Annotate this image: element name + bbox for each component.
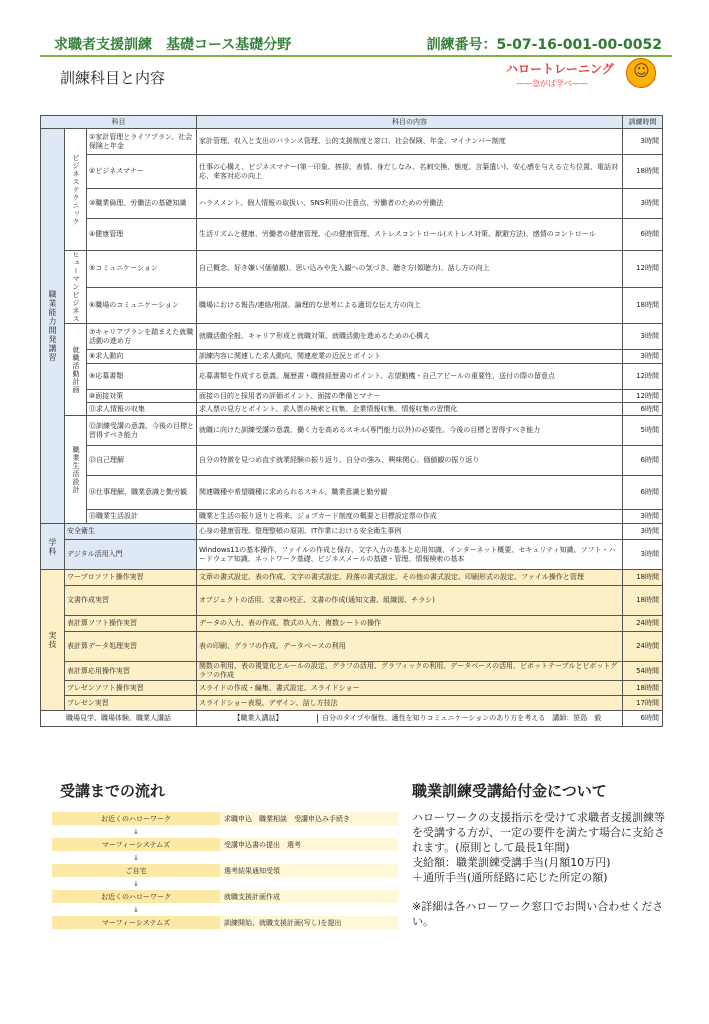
- subject-content: 家計管理、収入と支出のバランス管理、公的支援制度と窓口、社会保険、年金、マイナンバー制度: [197, 129, 623, 155]
- subject-hours: 5時間: [623, 416, 663, 446]
- subject-content: 就職活動全般、キャリア形成と就職対策、就職活動を進めるための心構え: [197, 324, 623, 350]
- table-row: [41, 632, 663, 662]
- subject-content: オブジェクトの活用、文書の校正、文書の作成(通知文書、組織図、チラシ): [197, 586, 623, 616]
- subject-name: ワープロソフト操作実習: [65, 570, 197, 586]
- subject-name: ④健康管理: [87, 219, 197, 251]
- table-row: [41, 616, 663, 632]
- subject-name: プレゼンソフト操作実習: [65, 681, 197, 696]
- subgroup-label: 就職活動計画: [65, 324, 87, 416]
- subject-hours: 18時間: [623, 287, 663, 324]
- table-row: [41, 570, 663, 586]
- curriculum-table: [40, 115, 663, 727]
- table-row: [41, 662, 663, 681]
- subject-content: ハラスメント、個人情報の取扱い、SNS利用の注意点、労働者のための労働法: [197, 189, 623, 219]
- table-row: [41, 711, 663, 727]
- subject-content: 関連職種や希望職種に求められるスキル、職業意識と勤労観: [197, 476, 623, 510]
- table-row: [41, 540, 663, 570]
- down-arrow-icon: ↓: [52, 903, 220, 916]
- subject-hours: 12時間: [623, 251, 663, 288]
- table-row: [41, 155, 663, 189]
- subject-content: データの入力、表の作成、数式の入力、複数シートの操作: [197, 616, 623, 632]
- subject-name: ⑨応募書類: [87, 364, 197, 390]
- subject-content: スライドの作成・編集、書式設定、スライドショー: [197, 681, 623, 696]
- subject-hours: 24時間: [623, 632, 663, 662]
- subject-name: ⑥職場のコミュニケーション: [87, 287, 197, 324]
- header-subject: 科目: [41, 116, 197, 129]
- flow-place: お近くのハローワーク: [52, 890, 220, 903]
- lecture-label: 【職業人講話】: [199, 714, 318, 723]
- subject-hours: 6時間: [623, 219, 663, 251]
- lecture-detail: 自分のタイプや個性、適性を知りコミュニケーションのあり方を考える 講師：笹島 毅: [322, 714, 602, 722]
- subject-hours: 3時間: [623, 350, 663, 364]
- subject-content: 心身の健康管理、整理整頓の原則、IT作業における安全衛生事例: [197, 524, 623, 540]
- benefit-text: [412, 810, 667, 929]
- subject-name: 表計算データ処理実習: [65, 632, 197, 662]
- subject-hours: 17時間: [623, 696, 663, 711]
- flow-action: 求職申込 職業相談 受講申込み手続き: [220, 812, 398, 825]
- subject-content: 文章の書式設定、表の作成、文字の書式設定、段落の書式設定、その他の書式設定、印刷形式の設定、ファイル操作と管理: [197, 570, 623, 586]
- lecture-content: [197, 711, 623, 727]
- subject-content: 生活リズムと健康、労働者の健康管理、心の健康管理、ストレスコントロール(ストレス対策、厭避方法)、感情のコントロール: [197, 219, 623, 251]
- group-label: 学科: [41, 524, 65, 570]
- subject-hours: 18時間: [623, 681, 663, 696]
- page-header: [40, 34, 672, 54]
- training-number: 訓練番号：5-07-16-001-00-0052: [426, 37, 662, 53]
- subject-content: 訓練内容に関連した求人動向、関連産業の近況とポイント: [197, 350, 623, 364]
- header-content: 科目の内容: [197, 116, 623, 129]
- benefit-allowance: ＋通所手当(通所経路に応じた所定の額): [412, 871, 608, 884]
- table-row: [41, 696, 663, 711]
- subject-hours: 6時間: [623, 711, 663, 727]
- subject-name: ①家計管理とライフプラン、社会保険と年金: [87, 129, 197, 155]
- subject-name: ⑫訓練受講の意義、今後の目標と習得すべき能力: [87, 416, 197, 446]
- table-row: [41, 403, 663, 416]
- subject-hours: 54時間: [623, 662, 663, 681]
- flow-step: [52, 890, 398, 903]
- flow-step: [52, 838, 398, 851]
- flow-action: 訓練開始、就職支援計画(写し)を提出: [220, 916, 398, 929]
- table-row: [41, 524, 663, 540]
- subject-hours: 18時間: [623, 586, 663, 616]
- subject-name: 表計算応用操作実習: [65, 662, 197, 681]
- subject-content: Windows11の基本操作、ファイルの作成と保存、文字入力の基本と応用知識、インターネット概要、セキュリティ知識、ソフト・ハードウェア知識、ネットワーク基礎、ビジネスメールの基礎・管理、情報検索の基本: [197, 540, 623, 570]
- table-header-row: [41, 116, 663, 129]
- course-title: 求職者支援訓練 基礎コース基礎分野: [54, 37, 292, 53]
- flow-title: 受講までの流れ: [60, 782, 166, 800]
- subject-hours: 6時間: [623, 476, 663, 510]
- benefit-paragraph: ハローワークの支援指示を受けて求職者支援訓練等を受講する方が、一定の要件を満たす場合に支給されます。(原則として最長1年間): [412, 811, 665, 854]
- subject-hours: 12時間: [623, 390, 663, 403]
- flow-place: お近くのハローワーク: [52, 812, 220, 825]
- subject-content: 職場における報告/連絡/相談、論理的な思考による適切な伝え方の向上: [197, 287, 623, 324]
- subject-hours: 18時間: [623, 155, 663, 189]
- subject-name: ⑦キャリアプランを踏まえた就職活動の進め方: [87, 324, 197, 350]
- tour-label: 職場見学、職場体験、職業人講話: [41, 711, 197, 727]
- page-subtitle: 訓練科目と内容: [60, 69, 166, 87]
- table-row: [41, 287, 663, 324]
- subject-hours: 12時間: [623, 364, 663, 390]
- subject-content: 求人票の見方とポイント、求人票の検索と収集、企業情報収集、情報収集の習慣化: [197, 403, 623, 416]
- table-row: [41, 586, 663, 616]
- subject-name: ⑬自己理解: [87, 446, 197, 476]
- subject-name: ⑤コミュニケーション: [87, 251, 197, 288]
- benefit-amount: 支給額：職業訓練受講手当(月額10万円): [412, 856, 611, 869]
- subject-name: ②ビジネスマナー: [87, 155, 197, 189]
- subject-name: ⑪求人情報の収集: [87, 403, 197, 416]
- table-row: [41, 390, 663, 403]
- table-row: [41, 681, 663, 696]
- subject-hours: 3時間: [623, 189, 663, 219]
- flow-step: [52, 864, 398, 877]
- subject-content: 仕事の心構え、ビジネスマナー(第一印象、挨拶、表情、身だしなみ、名刺交換、態度、言葉遣い)、安心感を与える立ち位置、電話対応、来客対応の向上: [197, 155, 623, 189]
- subgroup-label: 職業生活設計: [65, 416, 87, 524]
- flow-action: 就職支援計画作成: [220, 890, 398, 903]
- subject-content: 関数の利用、表の視覚化とルールの設定、グラフの活用、グラフィックの利用、データベースの活用、ピボットテーブルとピボットグラフの作成: [197, 662, 623, 681]
- down-arrow-icon: ↓: [52, 877, 220, 890]
- logo-sub-text: ——急がば学べ——: [516, 79, 588, 88]
- subject-hours: 24時間: [623, 616, 663, 632]
- table-row: [41, 324, 663, 350]
- subject-content: 応募書類を作成する意義、履歴書・職務経歴書のポイント、志望動機・自己アピールの重要性、送付の際の留意点: [197, 364, 623, 390]
- group-label: 職業能力開発講習: [41, 129, 65, 524]
- subject-name: ③職業倫理、労働法の基礎知識: [87, 189, 197, 219]
- table-row: [41, 364, 663, 390]
- flow-step: [52, 812, 398, 825]
- subgroup-label: ビジネステクニック: [65, 129, 87, 251]
- down-arrow-icon: ↓: [52, 851, 220, 864]
- benefit-note: ※詳細は各ハローワーク窓口でお問い合わせください。: [412, 900, 664, 928]
- subject-content: 自分の特徴を見つめ直す就業経験の振り返り、自分の強み、興味関心、価値観の振り返り: [197, 446, 623, 476]
- subgroup-label: ヒューマンビジネス: [65, 251, 87, 324]
- flow-place: ご自宅: [52, 864, 220, 877]
- table-row: [41, 350, 663, 364]
- subject-content: 表の印刷、グラフの作成、データベースの利用: [197, 632, 623, 662]
- table-row: [41, 476, 663, 510]
- flow-step: [52, 916, 398, 929]
- subject-hours: 6時間: [623, 403, 663, 416]
- enrollment-flow: [52, 812, 398, 929]
- table-row: [41, 189, 663, 219]
- subject-name: ⑧求人動向: [87, 350, 197, 364]
- logo-main-text: ハロートレーニング: [506, 62, 614, 76]
- subject-hours: 3時間: [623, 510, 663, 524]
- subject-content: スライドショー表現、デザイン、話し方技法: [197, 696, 623, 711]
- subject-hours: 3時間: [623, 324, 663, 350]
- subject-hours: 3時間: [623, 524, 663, 540]
- flow-action: 受講申込書の提出 選考: [220, 838, 398, 851]
- flow-place: マーフィーシステムズ: [52, 916, 220, 929]
- subject-name: ⑩面接対策: [87, 390, 197, 403]
- subject-hours: 18時間: [623, 570, 663, 586]
- subject-content: 就職に向けた訓練受講の意義、働く力を高めるスキル(専門能力以外)の必要性、今後の目標と習得すべき能力: [197, 416, 623, 446]
- subject-hours: 3時間: [623, 129, 663, 155]
- subject-name: 文書作成実習: [65, 586, 197, 616]
- table-row: [41, 219, 663, 251]
- subject-name: デジタル活用入門: [65, 540, 197, 570]
- subject-name: 表計算ソフト操作実習: [65, 616, 197, 632]
- subject-name: ⑮職業生活設計: [87, 510, 197, 524]
- mascot-icon: [626, 58, 656, 88]
- subject-hours: 3時間: [623, 540, 663, 570]
- table-row: [41, 129, 663, 155]
- flow-action: 選考結果通知受領: [220, 864, 398, 877]
- group-label: 実技: [41, 570, 65, 711]
- subject-content: 自己概念、好き嫌い(価値観)、思い込みや先入観への気づき、聴き方(傾聴力)、話し方の向上: [197, 251, 623, 288]
- table-row: [41, 446, 663, 476]
- header-hours: 訓練時間: [623, 116, 663, 129]
- header-divider: [40, 55, 672, 57]
- subject-hours: 6時間: [623, 446, 663, 476]
- subject-name: プレゼン実習: [65, 696, 197, 711]
- table-row: [41, 510, 663, 524]
- table-row: [41, 416, 663, 446]
- subject-content: 面接の目的と採用者の評価ポイント、面接の準備とマナー: [197, 390, 623, 403]
- benefit-title: 職業訓練受講給付金について: [412, 782, 607, 800]
- hello-training-logo: [500, 58, 670, 92]
- flow-place: マーフィーシステムズ: [52, 838, 220, 851]
- subject-name: 安全衛生: [65, 524, 197, 540]
- table-row: [41, 251, 663, 288]
- subject-content: 職業と生活の振り返りと将来、ジョブカード制度の概要と目標設定票の作成: [197, 510, 623, 524]
- subject-name: ⑭仕事理解、職業意識と勤労観: [87, 476, 197, 510]
- down-arrow-icon: ↓: [52, 825, 220, 838]
